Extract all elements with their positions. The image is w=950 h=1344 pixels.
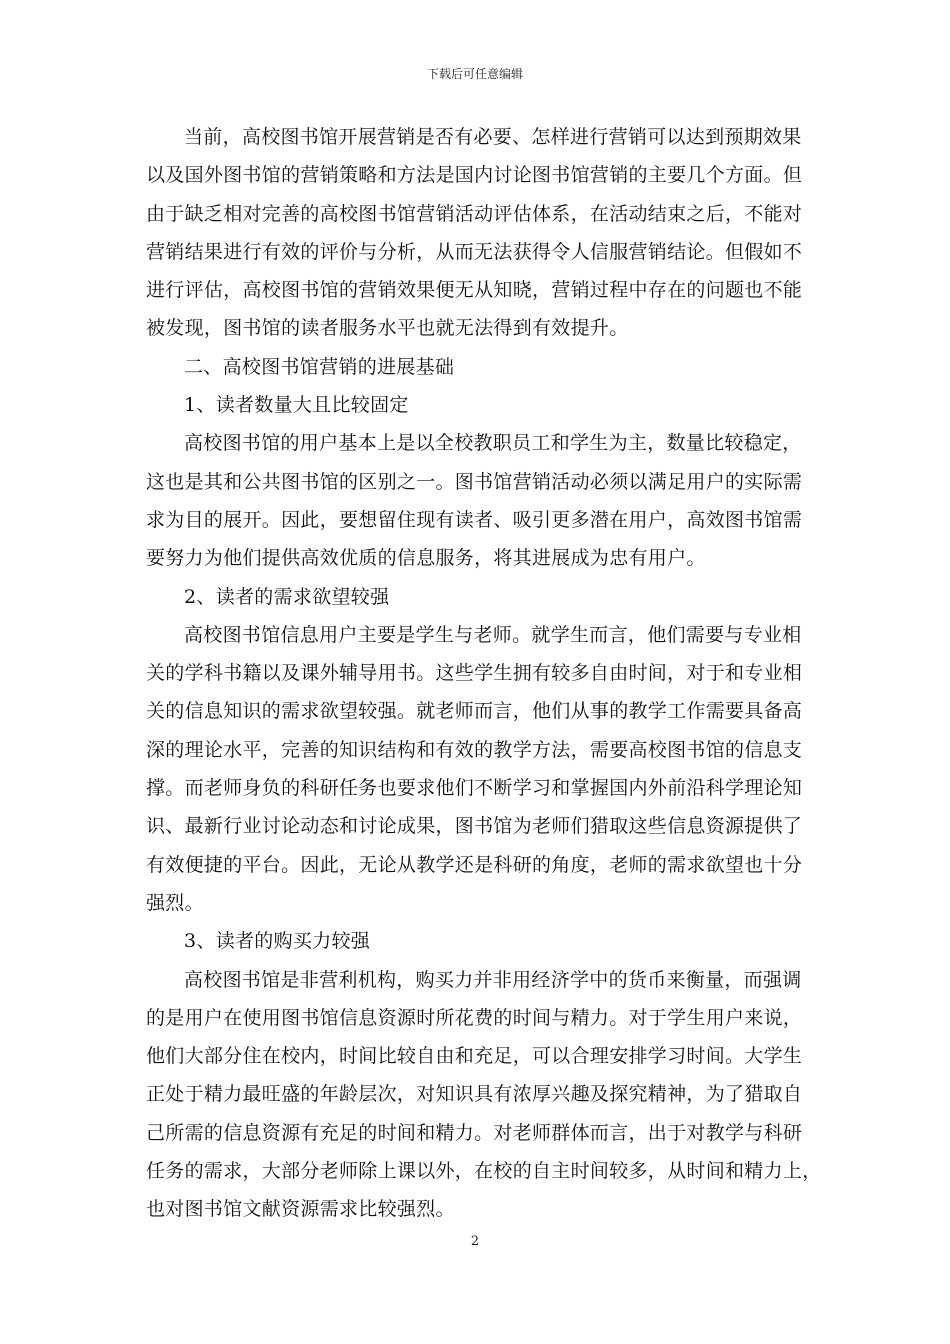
text-line: 正处于精力最旺盛的年龄层次，对知识具有浓厚兴趣及探究精神，为了猎取自 bbox=[146, 1083, 803, 1106]
text-line: 当前，高校图书馆开展营销是否有必要、怎样进行营销可以达到预期效果 bbox=[184, 126, 802, 148]
paragraph bbox=[146, 961, 820, 1229]
text-line: 也对图书馆文献资源需求比较强烈。 bbox=[146, 1198, 455, 1221]
page-header: 下载后可任意编辑 bbox=[426, 67, 523, 81]
text-line: 以及国外图书馆的营销策略和方法是国内讨论图书馆营销的主要几个方面。但 bbox=[146, 164, 803, 187]
text-line: 己所需的信息资源有充足的时间和精力。对老师群体而言，出于对教学与科研 bbox=[146, 1121, 803, 1144]
text-line: 进行评估，高校图书馆的营销效果便无从知晓，营销过程中存在的问题也不能 bbox=[146, 279, 803, 302]
text-line: 被发现，图书馆的读者服务水平也就无法得到有效提升。 bbox=[146, 317, 629, 340]
text-line: 高校图书馆的用户基本上是以全校教职员工和学生为主，数量比较稳定， bbox=[184, 432, 802, 455]
subsection-heading bbox=[146, 386, 820, 424]
text-line: 求为目的展开。因此，要想留住现有读者、吸引更多潜在用户，高效图书馆需 bbox=[146, 508, 803, 531]
text-line: 这也是其和公共图书馆的区别之一。图书馆营销活动必须以满足用户的实际需 bbox=[146, 470, 803, 493]
text-line: 有效便捷的平台。因此，无论从教学还是科研的角度，老师的需求欲望也十分 bbox=[146, 853, 803, 876]
section-heading bbox=[146, 348, 820, 386]
text-line: 撑。而老师身负的科研任务也要求他们不断学习和掌握国内外前沿科学理论知 bbox=[146, 777, 803, 800]
heading-text: 3、读者的购买力较强 bbox=[184, 930, 371, 953]
paragraph bbox=[146, 424, 820, 577]
text-line: 任务的需求，大部分老师除上课以外，在校的自主时间较多，从时间和精力上， bbox=[146, 1160, 822, 1183]
heading-text: 二、高校图书馆营销的进展基础 bbox=[184, 355, 455, 378]
text-line: 要努力为他们提供高效优质的信息服务，将其进展成为忠有用户。 bbox=[146, 547, 706, 570]
paragraph bbox=[146, 616, 820, 922]
text-line: 关的学科书籍以及课外辅导用书。这些学生拥有较多自由时间，对于和专业相 bbox=[146, 662, 803, 685]
paragraph-intro bbox=[146, 118, 820, 348]
subsection-heading bbox=[146, 922, 820, 960]
text-line: 由于缺乏相对完善的高校图书馆营销活动评估体系，在活动结束之后，不能对 bbox=[146, 202, 803, 225]
text-line: 识、最新行业讨论动态和讨论成果，图书馆为老师们猎取这些信息资源提供了 bbox=[146, 815, 803, 838]
text-line: 营销结果进行有效的评价与分析，从而无法获得令人信服营销结论。但假如不 bbox=[146, 240, 803, 263]
text-line: 深的理论水平，完善的知识结构和有效的教学方法，需要高校图书馆的信息支 bbox=[146, 738, 803, 761]
page-number: 2 bbox=[470, 1234, 480, 1249]
subsection-heading bbox=[146, 578, 820, 616]
text-line: 高校图书馆是非营利机构，购买力并非用经济学中的货币来衡量，而强调 bbox=[184, 968, 802, 991]
text-line: 他们大部分住在校内，时间比较自由和充足，可以合理安排学习时间。大学生 bbox=[146, 1045, 803, 1068]
text-line: 关的信息知识的需求欲望较强。就老师而言，他们从事的教学工作需要具备高 bbox=[146, 700, 803, 723]
heading-text: 1、读者数量大且比较固定 bbox=[184, 394, 409, 417]
heading-text: 2、读者的需求欲望较强 bbox=[184, 585, 390, 608]
text-line: 强烈。 bbox=[146, 891, 204, 914]
text-line: 的是用户在使用图书馆信息资源时所花费的时间与精力。对于学生用户来说， bbox=[146, 1006, 803, 1029]
text-line: 高校图书馆信息用户主要是学生与老师。就学生而言，他们需要与专业相 bbox=[184, 623, 802, 646]
document-body bbox=[146, 118, 820, 1229]
